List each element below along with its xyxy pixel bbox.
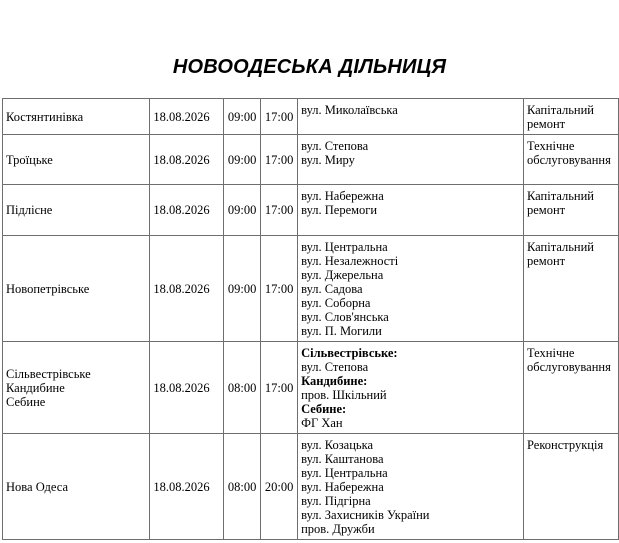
date-cell: 18.08.2026 xyxy=(150,99,224,135)
streets-cell xyxy=(298,236,524,342)
start-time-cell: 09:00 xyxy=(224,99,261,135)
table-row xyxy=(3,236,619,342)
outage-schedule-table xyxy=(2,98,619,540)
street-name: вул. Центральна xyxy=(301,240,388,254)
street-name: вул. Підгірна xyxy=(301,494,371,508)
locality-heading: Сільвестрівське: xyxy=(301,346,398,360)
end-time-cell: 17:00 xyxy=(261,236,298,342)
start-time-cell: 08:00 xyxy=(224,342,261,434)
street-name: вул. Джерельна xyxy=(301,268,384,282)
end-time-cell: 17:00 xyxy=(261,185,298,236)
streets-cell xyxy=(298,342,524,434)
end-time-cell: 17:00 xyxy=(261,342,298,434)
settlement-name: Сільвестрівське xyxy=(6,366,91,381)
date-cell: 18.08.2026 xyxy=(150,236,224,342)
street-name: вул. Набережна xyxy=(301,480,384,494)
work-type-cell: Капітальний ремонт xyxy=(524,185,619,236)
settlement-cell xyxy=(3,342,150,434)
date-cell: 18.08.2026 xyxy=(150,342,224,434)
start-time-cell: 09:00 xyxy=(224,236,261,342)
street-name: пров. Дружби xyxy=(301,522,375,536)
settlement-cell xyxy=(3,135,150,185)
street-name: вул. П. Могили xyxy=(301,324,382,338)
work-type-cell: Капітальний ремонт xyxy=(524,99,619,135)
locality-heading: Себине: xyxy=(301,402,347,416)
settlement-name: Підлісне xyxy=(6,203,53,217)
street-name: вул. Незалежності xyxy=(301,254,399,268)
table-row xyxy=(3,185,619,236)
street-name: ФГ Хан xyxy=(301,416,343,430)
end-time-cell: 17:00 xyxy=(261,135,298,185)
settlement-cell xyxy=(3,185,150,236)
work-type-cell: Капітальний ремонт xyxy=(524,236,619,342)
streets-cell xyxy=(298,99,524,135)
settlement-name: Троїцьке xyxy=(6,152,53,167)
street-name: пров. Шкільний xyxy=(301,388,387,402)
streets-cell xyxy=(298,434,524,540)
street-name: вул. Садова xyxy=(301,282,363,296)
street-name: вул. Перемоги xyxy=(301,203,378,217)
settlement-cell xyxy=(3,99,150,135)
street-name: вул. Центральна xyxy=(301,466,388,480)
end-time-cell: 20:00 xyxy=(261,434,298,540)
table-row xyxy=(3,434,619,540)
street-name: вул. Соборна xyxy=(301,296,371,310)
date-cell: 18.08.2026 xyxy=(150,434,224,540)
work-type-cell: Технічне обслуговування xyxy=(524,135,619,185)
settlement-name: Себине xyxy=(6,394,46,409)
settlement-name: Нова Одеса xyxy=(6,479,69,494)
settlement-cell xyxy=(3,236,150,342)
street-name: вул. Степова xyxy=(301,360,369,374)
table-row xyxy=(3,135,619,185)
streets-cell xyxy=(298,185,524,236)
streets-cell xyxy=(298,135,524,185)
street-name: вул. Слов'янська xyxy=(301,310,389,324)
settlement-name: Новопетрівське xyxy=(6,281,90,296)
street-name: вул. Миру xyxy=(301,153,355,167)
start-time-cell: 08:00 xyxy=(224,434,261,540)
work-type-cell: Реконструкція xyxy=(524,434,619,540)
street-name: вул. Каштанова xyxy=(301,452,384,466)
settlement-name: Костянтинівка xyxy=(6,109,84,124)
street-name: вул. Миколаївська xyxy=(301,103,398,117)
start-time-cell: 09:00 xyxy=(224,135,261,185)
settlement-name: Кандибине xyxy=(6,380,65,395)
settlement-cell xyxy=(3,434,150,540)
date-cell: 18.08.2026 xyxy=(150,135,224,185)
street-name: вул. Набережна xyxy=(301,189,384,203)
street-name: вул. Козацька xyxy=(301,438,374,452)
page-title: НОВООДЕСЬКА ДІЛЬНИЦЯ xyxy=(172,56,447,78)
date-cell: 18.08.2026 xyxy=(150,185,224,236)
locality-heading: Кандибине: xyxy=(301,374,368,388)
table-row xyxy=(3,342,619,434)
end-time-cell: 17:00 xyxy=(261,99,298,135)
street-name: вул. Захисників України xyxy=(301,508,430,522)
work-type-cell: Технічне обслуговування xyxy=(524,342,619,434)
table-row xyxy=(3,99,619,135)
start-time-cell: 09:00 xyxy=(224,185,261,236)
street-name: вул. Степова xyxy=(301,139,369,153)
